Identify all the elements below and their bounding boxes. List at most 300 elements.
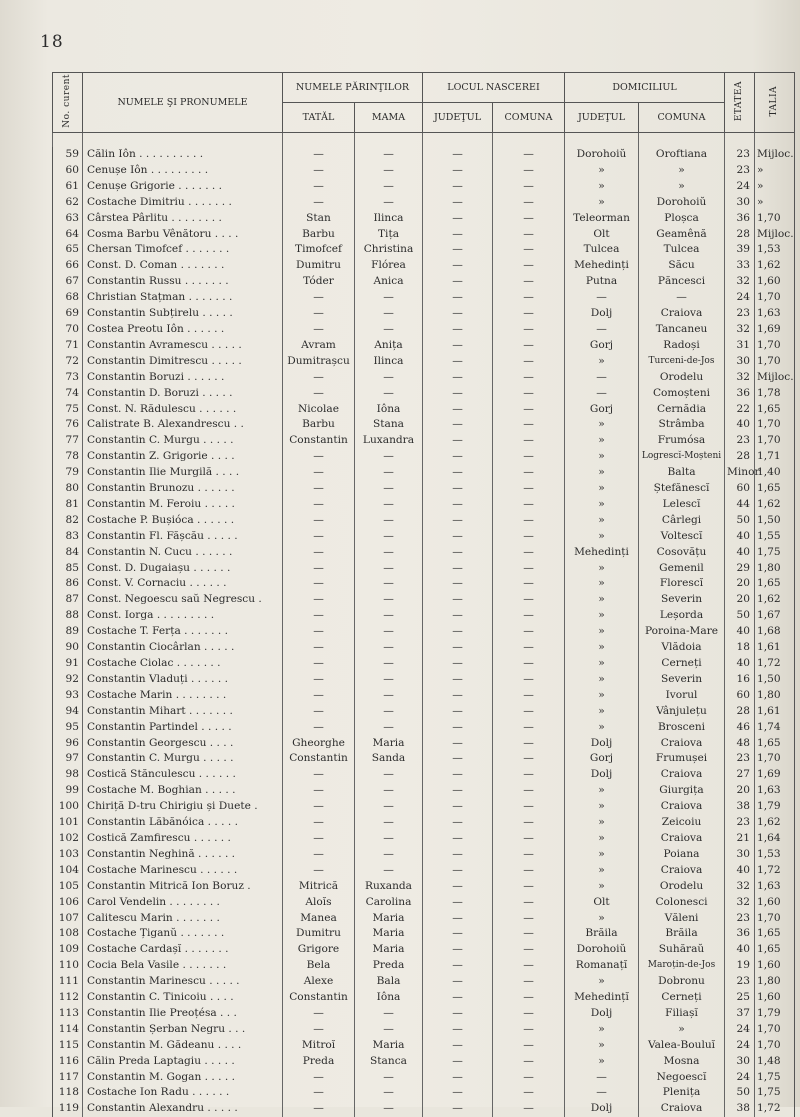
father-name: Constantin xyxy=(283,990,355,1006)
mother-name: Maria xyxy=(355,736,423,752)
header-father: TATĂL xyxy=(283,103,355,133)
height: 1,53 xyxy=(755,847,795,863)
domicile-commune: Craiova xyxy=(639,799,725,815)
person-name: Constantin Dimitrescu . . . . . xyxy=(83,354,283,370)
age: 24 xyxy=(725,1022,755,1038)
father-name: Timofcef xyxy=(283,242,355,258)
height: 1,69 xyxy=(755,767,795,783)
person-name: Costache Ion Radu . . . . . . xyxy=(83,1085,283,1101)
person-name: Costache P. Bușióca . . . . . . xyxy=(83,513,283,529)
mother-name: — xyxy=(355,831,423,847)
age: 40 xyxy=(725,656,755,672)
domicile-county: Dolj xyxy=(565,1006,639,1022)
domicile-commune: Florescĭ xyxy=(639,576,725,592)
father-name: — xyxy=(283,815,355,831)
person-name: Cenușe Iôn . . . . . . . . . xyxy=(83,163,283,179)
birth-commune: — xyxy=(493,1038,565,1054)
domicile-county: » xyxy=(565,417,639,433)
age: 32 xyxy=(725,274,755,290)
father-name: Aloĭs xyxy=(283,895,355,911)
father-name: — xyxy=(283,767,355,783)
father-name: — xyxy=(283,465,355,481)
height: 1,63 xyxy=(755,306,795,322)
table-row xyxy=(53,879,795,895)
domicile-county: Dolj xyxy=(565,306,639,322)
table-row xyxy=(53,417,795,433)
height: 1,75 xyxy=(755,1070,795,1086)
table-row xyxy=(53,974,795,990)
height: 1,53 xyxy=(755,242,795,258)
row-number: 85 xyxy=(53,561,83,577)
person-name: Costache Țiganŭ . . . . . . . xyxy=(83,926,283,942)
birth-county: — xyxy=(423,895,493,911)
row-number: 62 xyxy=(53,195,83,211)
domicile-county: » xyxy=(565,465,639,481)
domicile-commune: » xyxy=(639,163,725,179)
birth-commune: — xyxy=(493,990,565,1006)
domicile-commune: Dobronu xyxy=(639,974,725,990)
table-row xyxy=(53,1101,795,1117)
mother-name: Ilinca xyxy=(355,211,423,227)
father-name: — xyxy=(283,1006,355,1022)
height: 1,80 xyxy=(755,974,795,990)
domicile-county: » xyxy=(565,1038,639,1054)
birth-county: — xyxy=(423,624,493,640)
person-name: Const. D. Coman . . . . . . . xyxy=(83,258,283,274)
height: 1,75 xyxy=(755,1085,795,1101)
mother-name: — xyxy=(355,481,423,497)
person-name: Costea Preotu Iôn . . . . . . xyxy=(83,322,283,338)
mother-name: — xyxy=(355,640,423,656)
height: 1,70 xyxy=(755,1038,795,1054)
birth-county: — xyxy=(423,576,493,592)
table-row xyxy=(53,624,795,640)
mother-name: — xyxy=(355,767,423,783)
header-dom-commune: COMUNA xyxy=(639,103,725,133)
row-number: 71 xyxy=(53,338,83,354)
birth-commune: — xyxy=(493,831,565,847)
age: 40 xyxy=(725,942,755,958)
table-row xyxy=(53,1006,795,1022)
header-bp-commune: COMUNA xyxy=(493,103,565,133)
row-number: 89 xyxy=(53,624,83,640)
father-name: — xyxy=(283,370,355,386)
domicile-commune: Voltescĭ xyxy=(639,529,725,545)
age: 38 xyxy=(725,1101,755,1117)
height: 1,79 xyxy=(755,799,795,815)
domicile-county: » xyxy=(565,513,639,529)
table-row xyxy=(53,895,795,911)
mother-name: Sanda xyxy=(355,751,423,767)
table-row xyxy=(53,449,795,465)
birth-county: — xyxy=(423,990,493,1006)
table-row xyxy=(53,242,795,258)
age: 50 xyxy=(725,513,755,529)
age: 23 xyxy=(725,815,755,831)
birth-county: — xyxy=(423,608,493,624)
age: 20 xyxy=(725,576,755,592)
height: 1,40 xyxy=(755,465,795,481)
person-name: Constantin C. Murgu . . . . . xyxy=(83,433,283,449)
domicile-commune: Craiova xyxy=(639,736,725,752)
domicile-county: » xyxy=(565,1054,639,1070)
person-name: Constantin Șerban Negru . . . xyxy=(83,1022,283,1038)
father-name: — xyxy=(283,1022,355,1038)
father-name: — xyxy=(283,561,355,577)
birth-commune: — xyxy=(493,847,565,863)
domicile-county: Mehedinți xyxy=(565,258,639,274)
person-name: Costache Ciolac . . . . . . . xyxy=(83,656,283,672)
birth-commune: — xyxy=(493,942,565,958)
domicile-commune: Ploșca xyxy=(639,211,725,227)
birth-commune: — xyxy=(493,592,565,608)
birth-commune: — xyxy=(493,640,565,656)
table-row xyxy=(53,751,795,767)
domicile-commune: Zeicoiu xyxy=(639,815,725,831)
domicile-county: » xyxy=(565,592,639,608)
table-row xyxy=(53,529,795,545)
domicile-commune: Dorohoiŭ xyxy=(639,195,725,211)
mother-name: — xyxy=(355,529,423,545)
height: 1,74 xyxy=(755,720,795,736)
header-birthplace: LOCUL NASCEREI xyxy=(423,73,565,103)
row-number: 109 xyxy=(53,942,83,958)
table-row xyxy=(53,831,795,847)
domicile-commune: Poroina-Mare xyxy=(639,624,725,640)
table-row xyxy=(53,561,795,577)
father-name: Dumitru xyxy=(283,926,355,942)
domicile-county: » xyxy=(565,720,639,736)
father-name: — xyxy=(283,1085,355,1101)
table-row xyxy=(53,736,795,752)
table-row xyxy=(53,990,795,1006)
mother-name: — xyxy=(355,704,423,720)
height: 1,50 xyxy=(755,672,795,688)
birth-commune: — xyxy=(493,1006,565,1022)
father-name: — xyxy=(283,529,355,545)
domicile-commune: Păncesci xyxy=(639,274,725,290)
age: 23 xyxy=(725,974,755,990)
header-height: TALIA xyxy=(755,73,795,133)
row-number: 116 xyxy=(53,1054,83,1070)
mother-name: Flórea xyxy=(355,258,423,274)
birth-commune: — xyxy=(493,274,565,290)
birth-county: — xyxy=(423,751,493,767)
father-name: Manea xyxy=(283,911,355,927)
person-name: Constantin D. Boruzi . . . . . xyxy=(83,386,283,402)
table-row xyxy=(53,402,795,418)
table-row xyxy=(53,1070,795,1086)
father-name: — xyxy=(283,449,355,465)
table-row xyxy=(53,497,795,513)
age: 36 xyxy=(725,386,755,402)
height: 1,72 xyxy=(755,656,795,672)
father-name: Barbu xyxy=(283,227,355,243)
domicile-county: » xyxy=(565,688,639,704)
row-number: 90 xyxy=(53,640,83,656)
domicile-county: » xyxy=(565,640,639,656)
height: 1,61 xyxy=(755,640,795,656)
mother-name: — xyxy=(355,513,423,529)
domicile-commune: Cerneți xyxy=(639,990,725,1006)
birth-county: — xyxy=(423,497,493,513)
domicile-county: » xyxy=(565,163,639,179)
domicile-county: » xyxy=(565,449,639,465)
table-row xyxy=(53,592,795,608)
domicile-commune: » xyxy=(639,179,725,195)
row-number: 103 xyxy=(53,847,83,863)
height: 1,70 xyxy=(755,211,795,227)
height: 1,70 xyxy=(755,751,795,767)
domicile-commune: Craiova xyxy=(639,767,725,783)
person-name: Constantin Neghină . . . . . . xyxy=(83,847,283,863)
birth-commune: — xyxy=(493,672,565,688)
age: 60 xyxy=(725,481,755,497)
mother-name: — xyxy=(355,386,423,402)
father-name: — xyxy=(283,656,355,672)
row-number: 63 xyxy=(53,211,83,227)
birth-commune: — xyxy=(493,242,565,258)
domicile-county: Dorohoiŭ xyxy=(565,147,639,163)
birth-county: — xyxy=(423,322,493,338)
birth-county: — xyxy=(423,1085,493,1101)
mother-name: Bala xyxy=(355,974,423,990)
person-name: Const. Iorga . . . . . . . . . xyxy=(83,608,283,624)
person-name: Costache M. Boghian . . . . . xyxy=(83,783,283,799)
father-name: — xyxy=(283,513,355,529)
domicile-commune: Mosna xyxy=(639,1054,725,1070)
person-name: Costică Zamfirescu . . . . . . xyxy=(83,831,283,847)
table-row xyxy=(53,911,795,927)
person-name: Const. D. Dugaiașu . . . . . . xyxy=(83,561,283,577)
row-number: 66 xyxy=(53,258,83,274)
person-name: Chiriță D-tru Chirigiu și Duete . xyxy=(83,799,283,815)
mother-name: Maria xyxy=(355,942,423,958)
mother-name: — xyxy=(355,847,423,863)
table-row xyxy=(53,1022,795,1038)
person-name: Constantin Ilie Murgilă . . . . xyxy=(83,465,283,481)
father-name: — xyxy=(283,640,355,656)
person-name: Costică Stănculescu . . . . . . xyxy=(83,767,283,783)
person-name: Cocia Bela Vasile . . . . . . . xyxy=(83,958,283,974)
row-number: 60 xyxy=(53,163,83,179)
mother-name: — xyxy=(355,608,423,624)
table-row xyxy=(53,608,795,624)
person-name: Costache T. Ferța . . . . . . . xyxy=(83,624,283,640)
birth-commune: — xyxy=(493,179,565,195)
birth-commune: — xyxy=(493,958,565,974)
row-number: 119 xyxy=(53,1101,83,1117)
mother-name: Anița xyxy=(355,338,423,354)
mother-name: Anica xyxy=(355,274,423,290)
mother-name: Maria xyxy=(355,926,423,942)
row-number: 99 xyxy=(53,783,83,799)
header-dom-county: JUDEŢUL xyxy=(565,103,639,133)
row-number: 111 xyxy=(53,974,83,990)
height: 1,60 xyxy=(755,990,795,1006)
birth-county: — xyxy=(423,402,493,418)
table-row xyxy=(53,195,795,211)
age: 32 xyxy=(725,322,755,338)
table-row xyxy=(53,306,795,322)
domicile-county: » xyxy=(565,879,639,895)
row-number: 64 xyxy=(53,227,83,243)
domicile-commune: Filiașĭ xyxy=(639,1006,725,1022)
domicile-county: Tulcea xyxy=(565,242,639,258)
domicile-commune: Craiova xyxy=(639,863,725,879)
birth-county: — xyxy=(423,592,493,608)
age: Minor xyxy=(725,465,755,481)
row-number: 98 xyxy=(53,767,83,783)
age: 23 xyxy=(725,751,755,767)
mother-name: Christina xyxy=(355,242,423,258)
mother-name: — xyxy=(355,592,423,608)
table-header xyxy=(53,73,795,133)
height: 1,68 xyxy=(755,624,795,640)
row-number: 69 xyxy=(53,306,83,322)
domicile-commune: Geamênă xyxy=(639,227,725,243)
person-name: Constantin Alexandru . . . . . xyxy=(83,1101,283,1117)
birth-county: — xyxy=(423,1070,493,1086)
domicile-county: Olt xyxy=(565,227,639,243)
birth-county: — xyxy=(423,926,493,942)
domicile-county: Gorj xyxy=(565,338,639,354)
person-name: Constantin Ciocârlan . . . . . xyxy=(83,640,283,656)
birth-commune: — xyxy=(493,354,565,370)
birth-county: — xyxy=(423,704,493,720)
father-name: — xyxy=(283,672,355,688)
row-number: 97 xyxy=(53,751,83,767)
domicile-county: — xyxy=(565,290,639,306)
birth-commune: — xyxy=(493,1085,565,1101)
birth-commune: — xyxy=(493,322,565,338)
father-name: — xyxy=(283,847,355,863)
height: Mijloc. xyxy=(755,147,795,163)
domicile-commune: Turceni-de-Jos xyxy=(639,354,725,370)
row-number: 100 xyxy=(53,799,83,815)
table-row xyxy=(53,465,795,481)
birth-commune: — xyxy=(493,815,565,831)
birth-commune: — xyxy=(493,704,565,720)
person-name: Cosma Barbu Vênătoru . . . . xyxy=(83,227,283,243)
mother-name: — xyxy=(355,1022,423,1038)
row-number: 68 xyxy=(53,290,83,306)
domicile-county: — xyxy=(565,1085,639,1101)
row-number: 80 xyxy=(53,481,83,497)
domicile-county: Mehedinți xyxy=(565,545,639,561)
mother-name: — xyxy=(355,720,423,736)
birth-county: — xyxy=(423,1038,493,1054)
domicile-county: » xyxy=(565,831,639,847)
row-number: 91 xyxy=(53,656,83,672)
birth-county: — xyxy=(423,783,493,799)
father-name: — xyxy=(283,497,355,513)
header-mother: MAMA xyxy=(355,103,423,133)
table-row xyxy=(53,1085,795,1101)
mother-name: — xyxy=(355,290,423,306)
father-name: Alexe xyxy=(283,974,355,990)
father-name: Avram xyxy=(283,338,355,354)
mother-name: — xyxy=(355,163,423,179)
domicile-commune: Cernădia xyxy=(639,402,725,418)
age: 31 xyxy=(725,338,755,354)
birth-county: — xyxy=(423,449,493,465)
table-row xyxy=(53,274,795,290)
domicile-commune: Giurgița xyxy=(639,783,725,799)
birth-commune: — xyxy=(493,751,565,767)
mother-name: Luxandra xyxy=(355,433,423,449)
age: 24 xyxy=(725,1070,755,1086)
table-row xyxy=(53,783,795,799)
table-row xyxy=(53,211,795,227)
row-number: 81 xyxy=(53,497,83,513)
mother-name: Preda xyxy=(355,958,423,974)
height: 1,78 xyxy=(755,386,795,402)
person-name: Carol Vendelin . . . . . . . . xyxy=(83,895,283,911)
age: 20 xyxy=(725,783,755,799)
mother-name: — xyxy=(355,1070,423,1086)
table-row xyxy=(53,258,795,274)
birth-county: — xyxy=(423,958,493,974)
mother-name: — xyxy=(355,561,423,577)
birth-commune: — xyxy=(493,863,565,879)
birth-commune: — xyxy=(493,386,565,402)
age: 37 xyxy=(725,1006,755,1022)
person-name: Calistrate B. Alexandrescu . . xyxy=(83,417,283,433)
person-name: Constantin Subțirelu . . . . . xyxy=(83,306,283,322)
age: 18 xyxy=(725,640,755,656)
birth-county: — xyxy=(423,688,493,704)
mother-name: Ruxanda xyxy=(355,879,423,895)
person-name: Costache Cardașĭ . . . . . . . xyxy=(83,942,283,958)
person-name: Constantin Fl. Fășcău . . . . . xyxy=(83,529,283,545)
row-number: 118 xyxy=(53,1085,83,1101)
birth-county: — xyxy=(423,1006,493,1022)
age: 23 xyxy=(725,433,755,449)
age: 28 xyxy=(725,449,755,465)
domicile-commune: Poiana xyxy=(639,847,725,863)
domicile-commune: Negoescĭ xyxy=(639,1070,725,1086)
age: 36 xyxy=(725,926,755,942)
mother-name: — xyxy=(355,497,423,513)
mother-name: — xyxy=(355,624,423,640)
domicile-county: Mehedințĭ xyxy=(565,990,639,1006)
domicile-commune: Ivorul xyxy=(639,688,725,704)
height: » xyxy=(755,179,795,195)
father-name: — xyxy=(283,576,355,592)
domicile-county: Dolj xyxy=(565,767,639,783)
birth-commune: — xyxy=(493,688,565,704)
age: 16 xyxy=(725,672,755,688)
birth-commune: — xyxy=(493,195,565,211)
father-name: Grigore xyxy=(283,942,355,958)
domicile-county: Dolj xyxy=(565,1101,639,1117)
birth-county: — xyxy=(423,1022,493,1038)
father-name: — xyxy=(283,481,355,497)
person-name: Călin Iôn . . . . . . . . . . xyxy=(83,147,283,163)
birth-commune: — xyxy=(493,449,565,465)
birth-county: — xyxy=(423,942,493,958)
birth-commune: — xyxy=(493,227,565,243)
age: 24 xyxy=(725,1038,755,1054)
mother-name: — xyxy=(355,688,423,704)
row-number: 79 xyxy=(53,465,83,481)
person-name: Costache Marinescu . . . . . . xyxy=(83,863,283,879)
person-name: Constantin M. Feroiu . . . . . xyxy=(83,497,283,513)
mother-name: Iôna xyxy=(355,990,423,1006)
height: 1,70 xyxy=(755,433,795,449)
birth-county: — xyxy=(423,370,493,386)
